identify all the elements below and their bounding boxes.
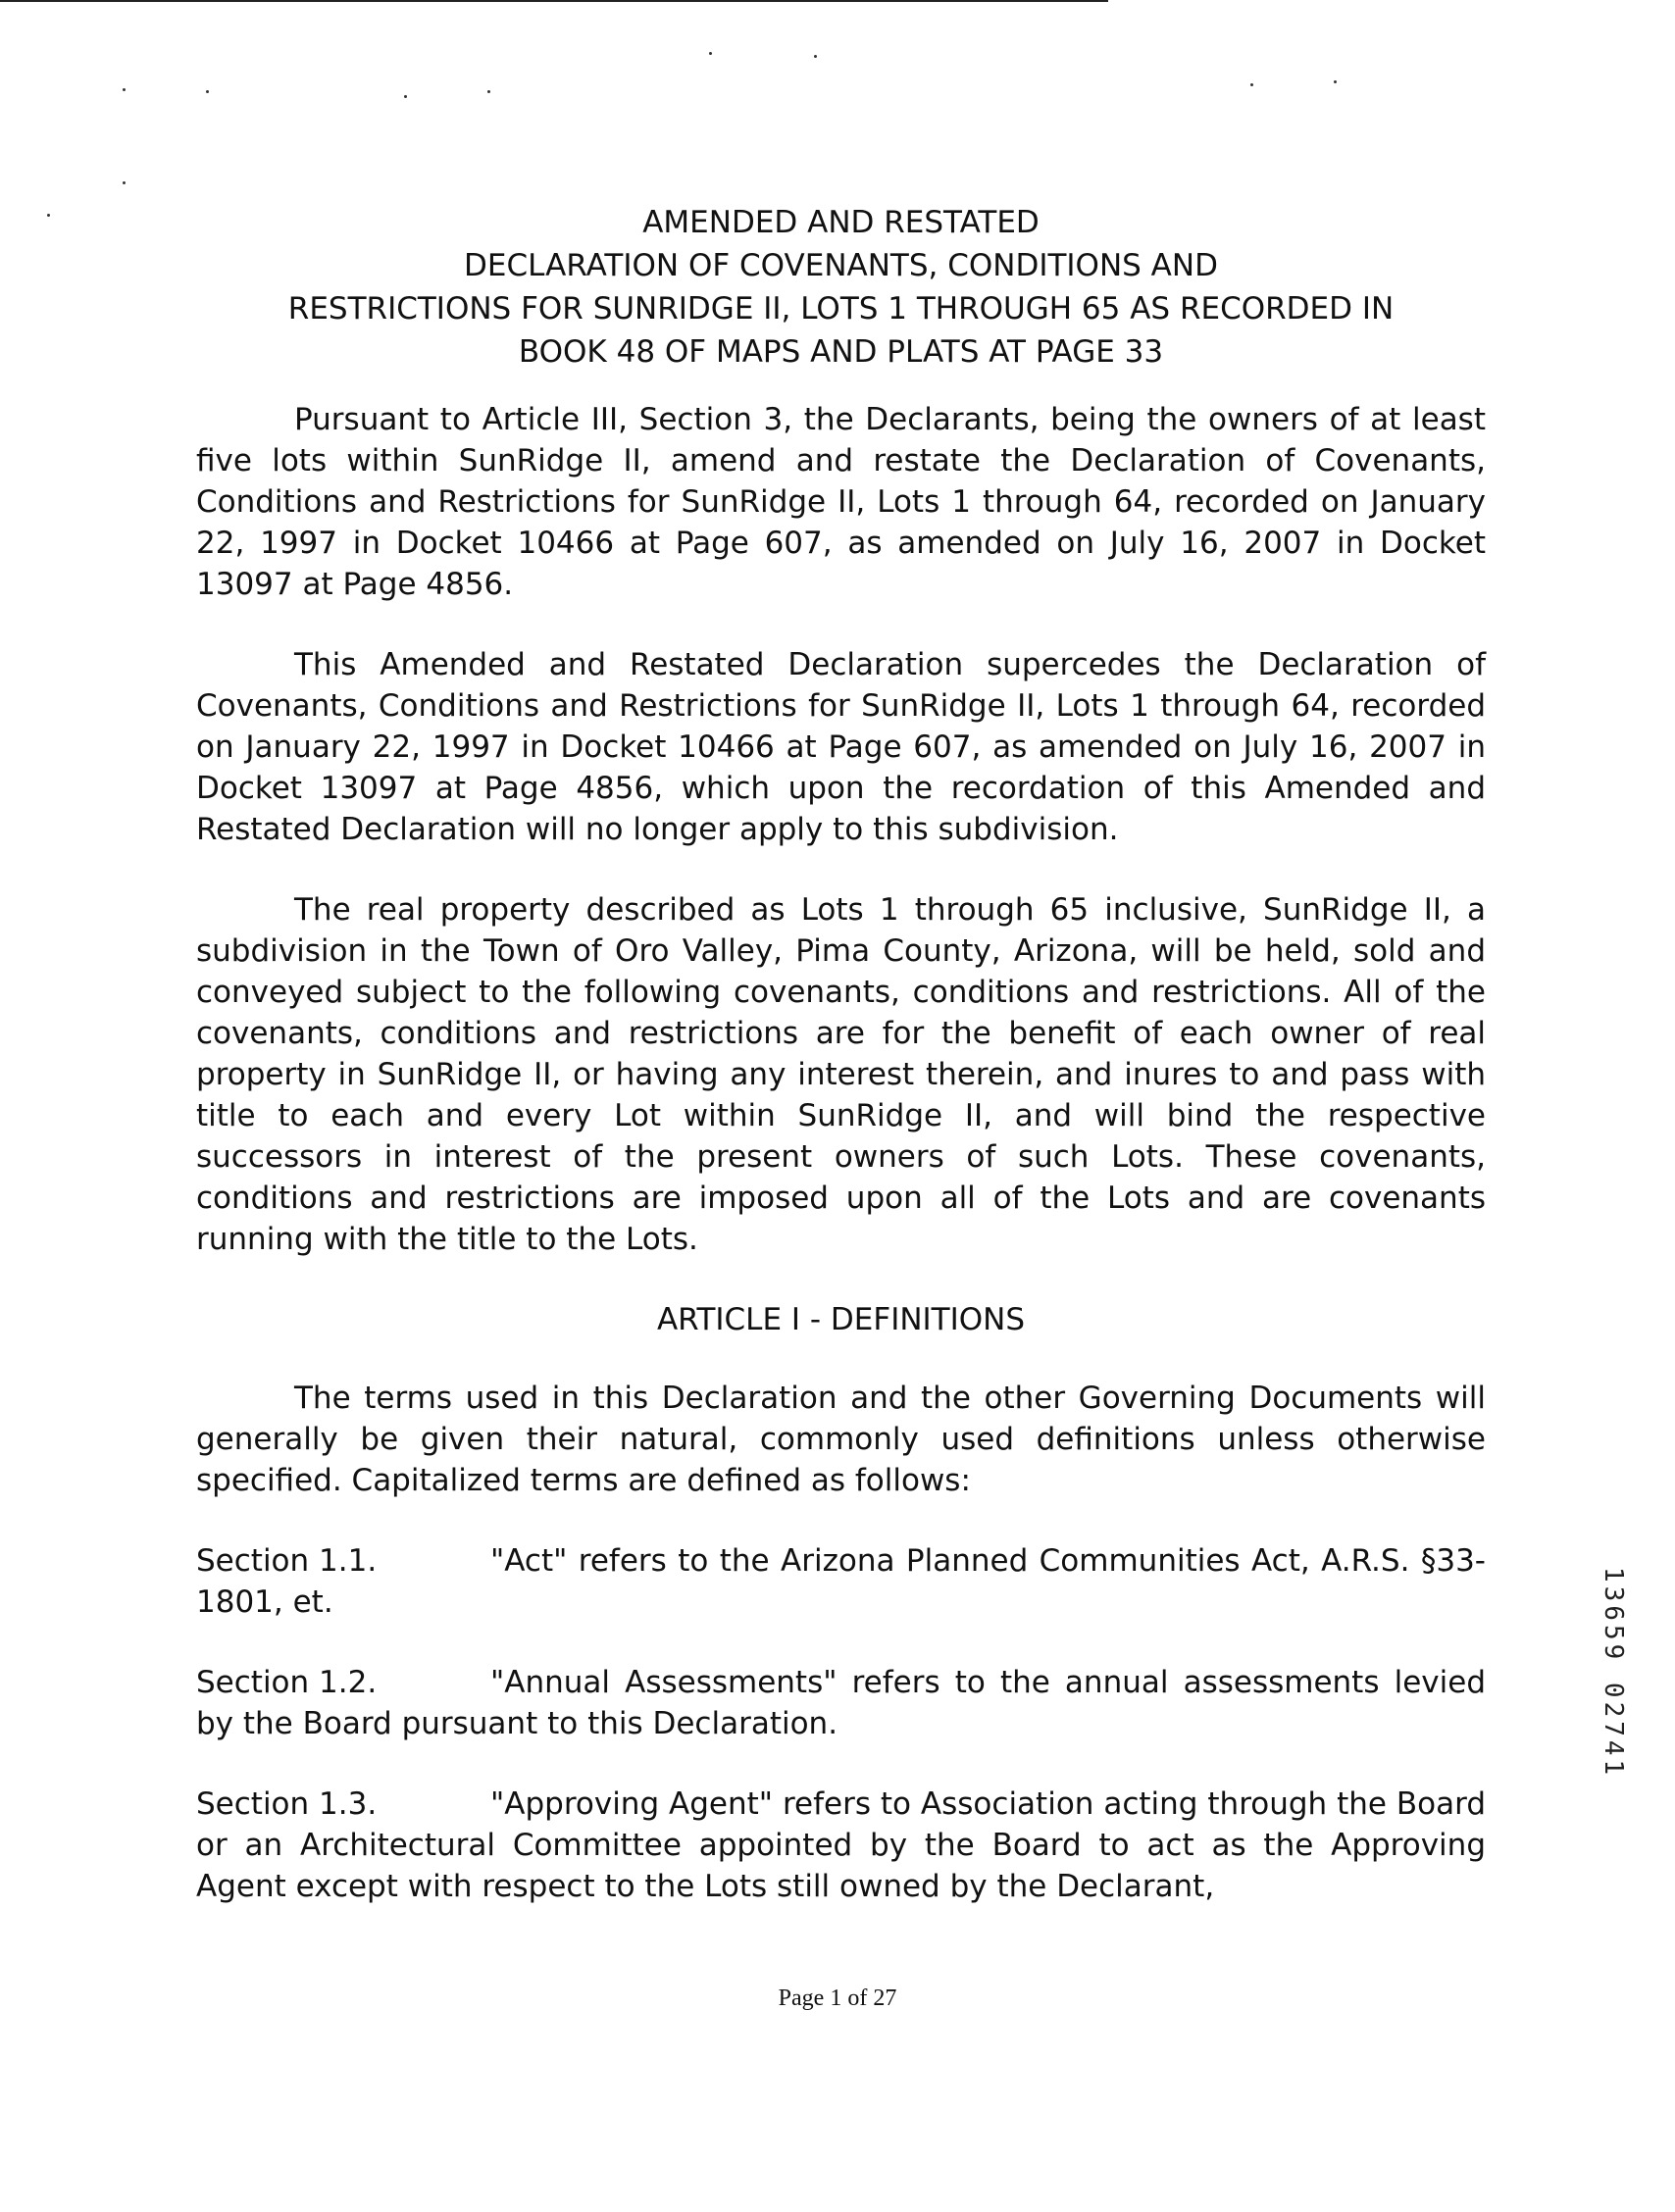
scan-speck (47, 214, 50, 217)
document-title (196, 201, 1486, 374)
paragraph: Pursuant to Article III, Section 3, the Declarants, being the owners of at least five lots within SunRidge II, amend and restate the Declaration of Covenants, Conditions and Restrictions for SunRidge II, Lots 1 through 64, recorded on January 22, 1997 in Docket 10466 at Page 607, as amended on July 16, 2007 in Docket 13097 at Page 4856. (196, 402, 1486, 602)
section-number: Section 1.1. (196, 1543, 378, 1579)
section-number: Section 1.2. (196, 1665, 378, 1700)
title-line: RESTRICTIONS FOR SUNRIDGE II, LOTS 1 THROUGH 65 AS RECORDED IN (287, 291, 1395, 327)
scan-speck (123, 181, 126, 184)
title-line: DECLARATION OF COVENANTS, CONDITIONS AND (464, 248, 1218, 283)
scan-speck (404, 95, 407, 98)
section-text: "Act" refers to the Arizona Planned Communities Act, A.R.S. §33-1801, et. (196, 1543, 1486, 1620)
section-text: "Approving Agent" refers to Association acting through the Board or an Architectural Committee appointed by the Board to act as the Approving Agent except with respect to the Lots still owned by the Declarant, (196, 1786, 1486, 1904)
definition-section (196, 1784, 1486, 1907)
definition-section (196, 1662, 1486, 1744)
scan-speck (709, 52, 712, 55)
scan-speck (1250, 83, 1253, 86)
scan-speck (123, 88, 126, 91)
page-footer: Page 1 of 27 (778, 1986, 897, 2011)
paragraph: This Amended and Restated Declaration supercedes the Declaration of Covenants, Conditions and Restrictions for SunRidge II, Lots 1 through 64, recorded on January 22, 1997 in Docket 10466 at Page 607, as amended on July 16, 2007 in Docket 13097 at Page 4856, which upon the recordation of this Amended and Restated Declaration will no longer apply to this subdivision. (196, 647, 1486, 847)
article-heading: ARTICLE I - DEFINITIONS (656, 1302, 1026, 1337)
top-rule (0, 0, 1108, 2)
scan-speck (206, 90, 209, 93)
definitions-intro: The terms used in this Declaration and the other Governing Documents will generally be given their natural, commonly used definitions unless otherwise specified. Capitalized terms are defined as follows: (196, 1381, 1486, 1498)
title-line: AMENDED AND RESTATED (642, 205, 1040, 240)
recording-stamp: 13659 02741 (1599, 1567, 1628, 1780)
title-line: BOOK 48 OF MAPS AND PLATS AT PAGE 33 (518, 334, 1164, 370)
scan-speck (1334, 80, 1337, 83)
section-text: "Annual Assessments" refers to the annual assessments levied by the Board pursuant to this Declaration. (196, 1665, 1486, 1741)
definition-section (196, 1540, 1486, 1623)
document-page (196, 201, 1486, 1946)
paragraph: The real property described as Lots 1 through 65 inclusive, SunRidge II, a subdivision in the Town of Oro Valley, Pima County, Arizona, will be held, sold and conveyed subject to the following covenants, conditions and restrictions. All of the covenants, conditions and restrictions are for the benefit of each owner of real property in SunRidge II, or having any interest therein, and inures to and pass with title to each and every Lot within SunRidge II, and will bind the respective successors in interest of the present owners of such Lots. These covenants, conditions and restrictions are imposed upon all of the Lots and are covenants running with the title to the Lots. (196, 892, 1486, 1257)
scan-speck (814, 55, 817, 58)
scan-speck (487, 90, 490, 93)
section-number: Section 1.3. (196, 1786, 378, 1822)
